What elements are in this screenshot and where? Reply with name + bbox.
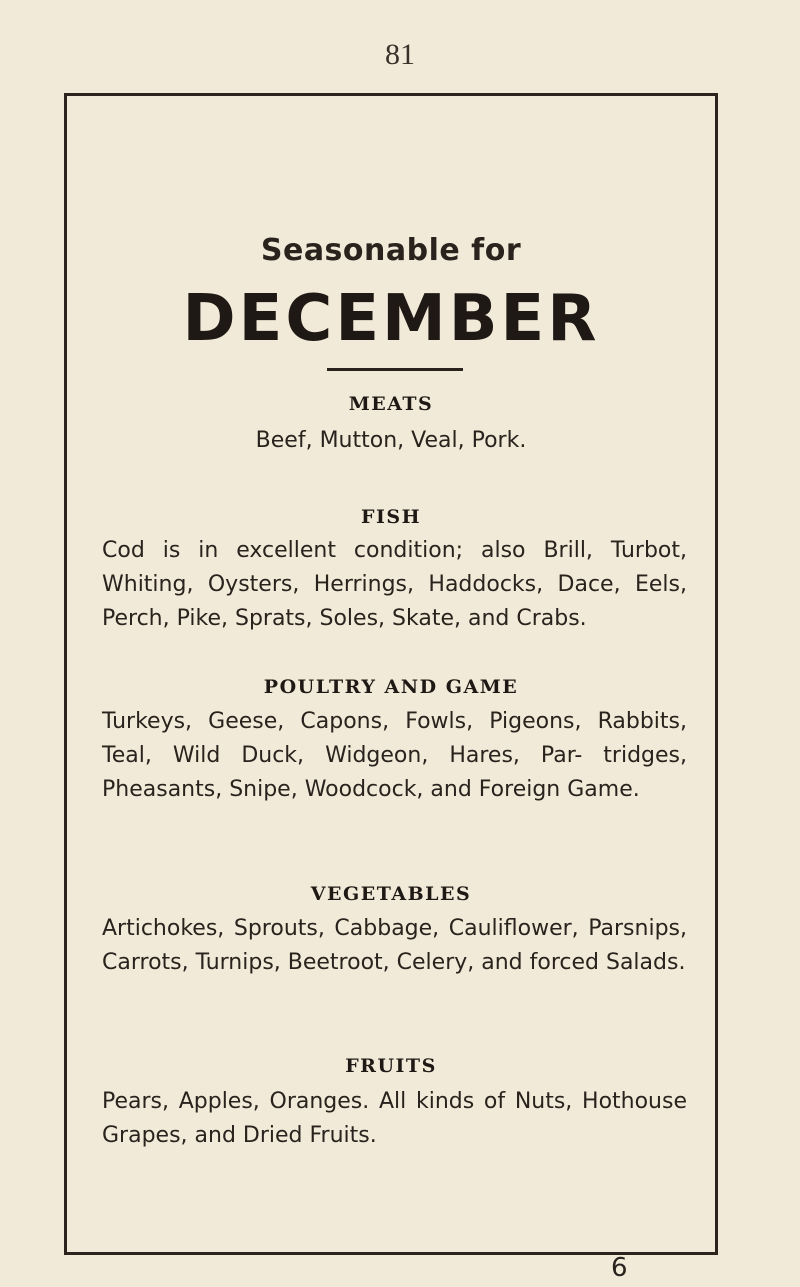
subtitle: Seasonable for [260,233,522,268]
section-heading-fish: FISH [360,506,422,528]
section-heading-meats: MEATS [348,393,434,415]
month-title: DECEMBER [182,282,600,356]
divider-rule [327,368,463,371]
section-heading-fruits: FRUITS [345,1055,437,1077]
page-number: 81 [385,38,415,71]
section-heading-poultry-game: POULTRY AND GAME [263,676,519,698]
page-frame [64,93,718,1255]
section-text-fruits: Pears, Apples, Oranges. All kinds of Nuts, Hothouse Grapes, and Dried Fruits. [102,1089,687,1148]
section-text-vegetables: Artichokes, Sprouts, Cabbage, Cauliflower, Parsnips, Carrots, Turnips, Beetroot, Celery, and forced Salads. [102,916,687,975]
section-text-meats: Beef, Mutton, Veal, Pork. [255,428,527,453]
section-text-fish: Cod is in excellent condition; also Brill, Turbot, Whiting, Oysters, Herrings, Haddocks, Dace, Eels, Perch, Pike, Sprats, Soles, Skate, and Crabs. [102,538,687,631]
footer-number: 6 [611,1253,628,1283]
section-text-poultry-game: Turkeys, Geese, Capons, Fowls, Pigeons, Rabbits, Teal, Wild Duck, Widgeon, Hares, Par- tridges, Pheasants, Snipe, Woodcock, and Foreign Game. [102,709,687,802]
section-heading-vegetables: VEGETABLES [310,883,472,905]
